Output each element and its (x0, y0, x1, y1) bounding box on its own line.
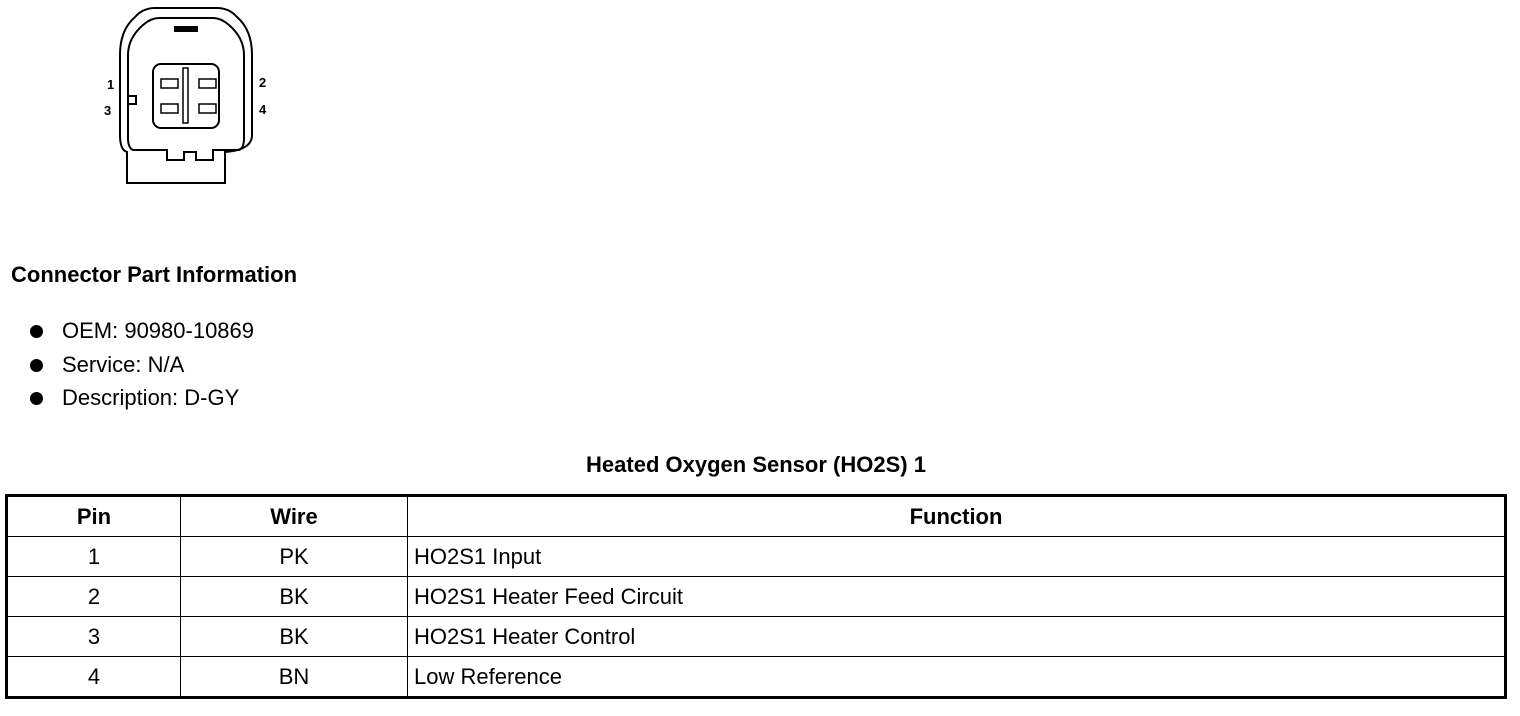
cell-wire: BN (181, 657, 408, 698)
header-wire: Wire (181, 496, 408, 537)
bullet-icon (30, 359, 43, 372)
cell-function: HO2S1 Heater Control (408, 617, 1506, 657)
terminal-pin-2 (199, 79, 216, 88)
list-item (30, 316, 254, 350)
cell-function: HO2S1 Heater Feed Circuit (408, 577, 1506, 617)
header-function: Function (408, 496, 1506, 537)
cell-pin: 1 (7, 537, 181, 577)
cell-wire: BK (181, 617, 408, 657)
cell-pin: 3 (7, 617, 181, 657)
table-row (7, 577, 1506, 617)
terminal-pin-4 (199, 104, 216, 113)
pin-label-2: 2 (259, 75, 267, 90)
cavity-divider (183, 68, 188, 123)
list-item (30, 350, 254, 384)
cell-pin: 2 (7, 577, 181, 617)
cell-function: HO2S1 Input (408, 537, 1506, 577)
pin-label-3: 3 (104, 103, 112, 118)
cell-wire: PK (181, 537, 408, 577)
pin-label-1: 1 (107, 77, 115, 92)
table-row (7, 617, 1506, 657)
header-pin: Pin (7, 496, 181, 537)
terminal-pin-1 (161, 79, 178, 88)
cell-function: Low Reference (408, 657, 1506, 698)
table-row (7, 657, 1506, 698)
connector-outer-housing (120, 8, 252, 183)
pin-label-4: 4 (259, 102, 267, 117)
table-title: Heated Oxygen Sensor (HO2S) 1 (586, 452, 926, 477)
part-service: Service: N/A (62, 351, 185, 377)
part-info-list (30, 316, 254, 417)
table-row (7, 537, 1506, 577)
bullet-icon (30, 392, 43, 405)
cell-wire: BK (181, 577, 408, 617)
cell-pin: 4 (7, 657, 181, 698)
part-oem: OEM: 90980-10869 (62, 318, 255, 343)
connector-inner-housing (128, 18, 244, 160)
terminal-cavity (153, 64, 219, 128)
connector-face-diagram (95, 0, 285, 195)
connector-latch (174, 26, 198, 32)
part-info-heading: Connector Part Information (11, 262, 298, 287)
list-item (30, 383, 254, 417)
part-description: Description: D-GY (62, 385, 240, 410)
terminal-pin-3 (161, 104, 178, 113)
table-header-row (7, 496, 1506, 537)
bullet-icon (30, 325, 43, 338)
connector-keying-notch (128, 96, 136, 104)
pinout-table (5, 494, 1507, 699)
